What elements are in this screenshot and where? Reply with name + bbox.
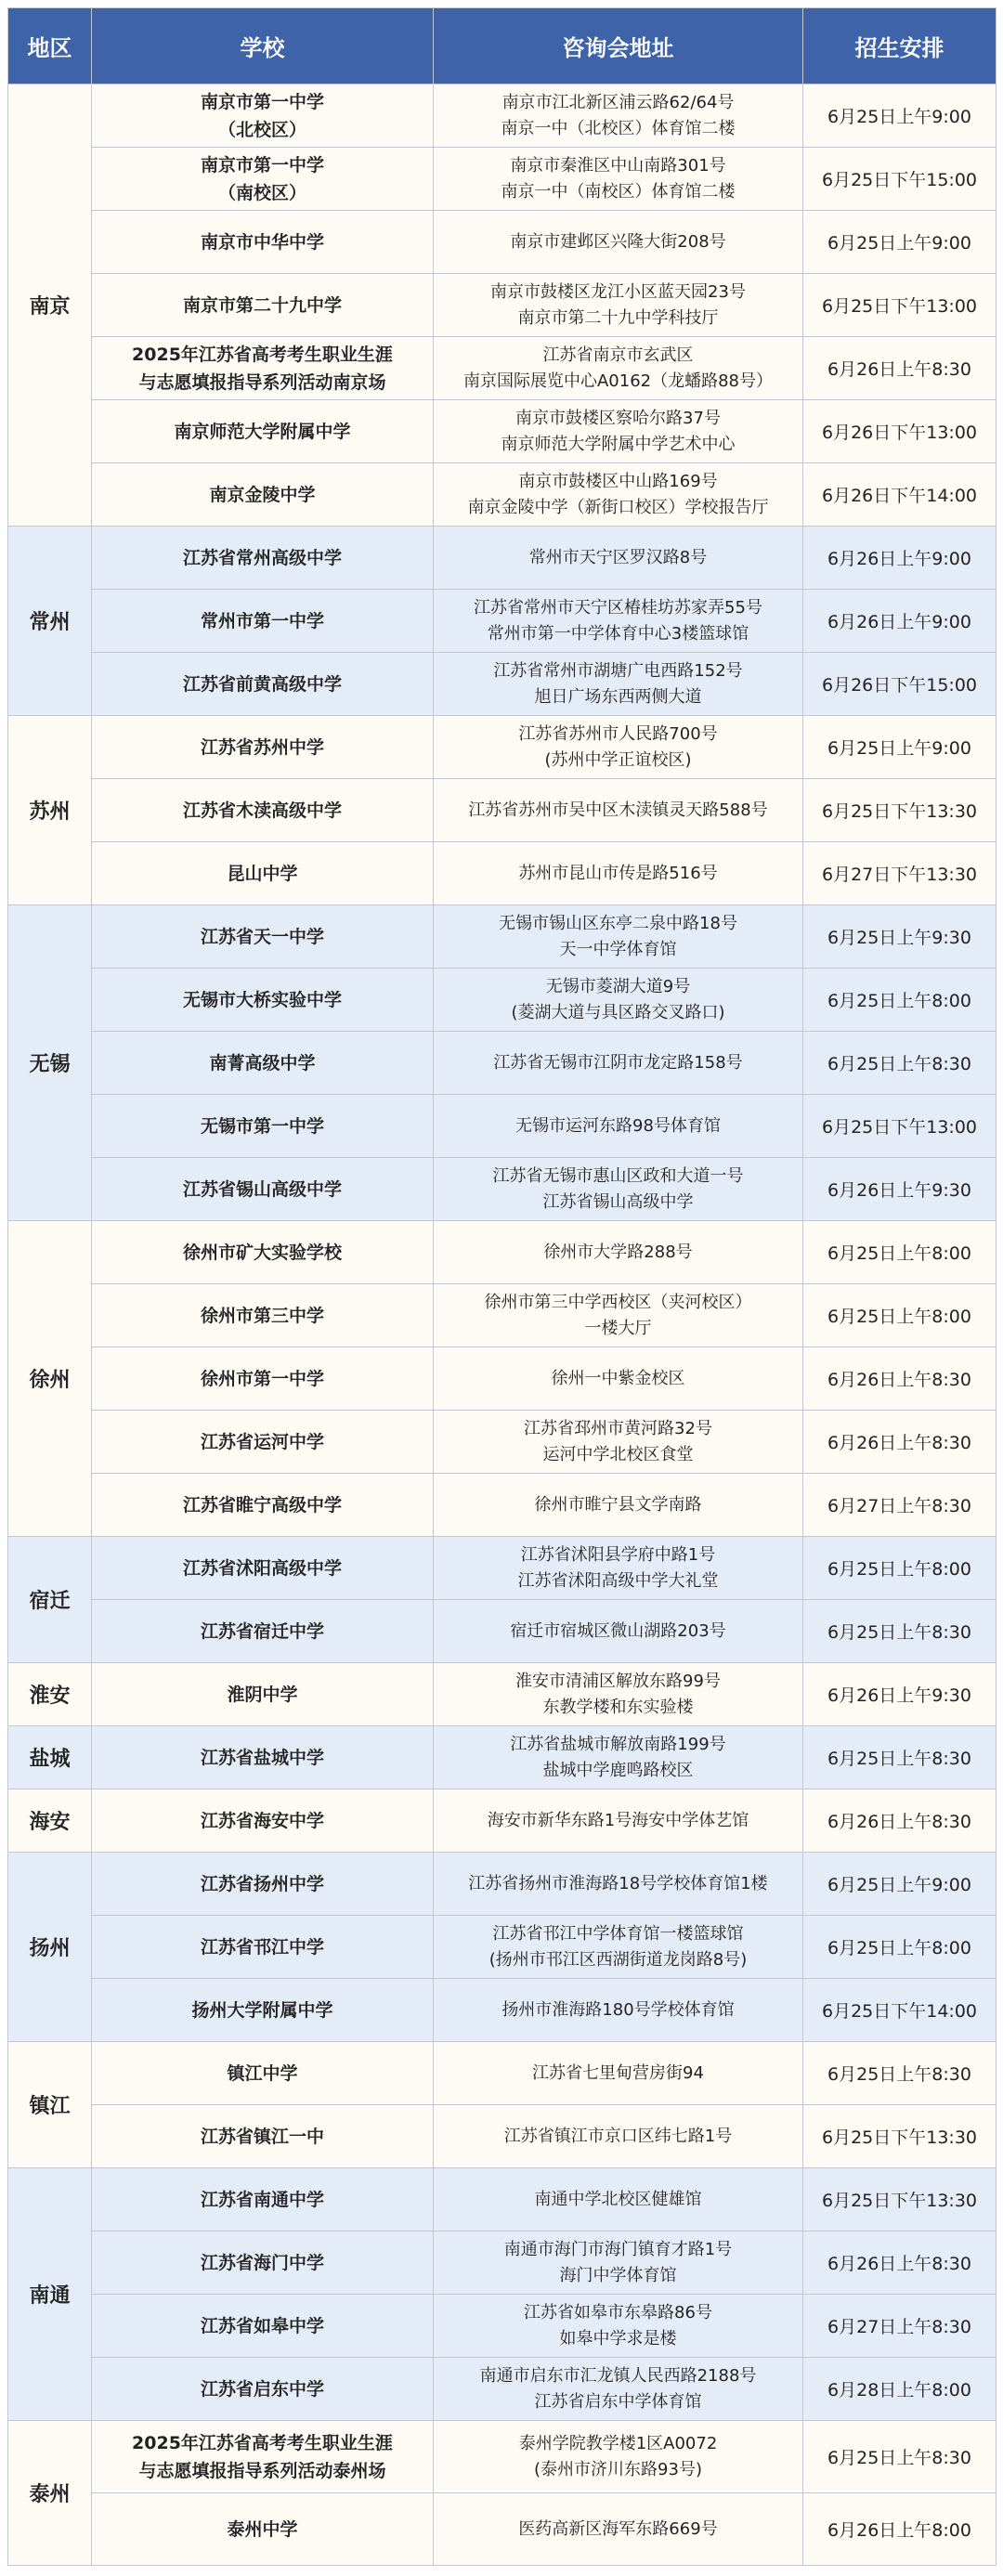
school-name-line: 南京市中华中学 [200, 231, 324, 253]
school-cell [92, 590, 434, 653]
address-cell [434, 2295, 803, 2358]
school-cell [92, 1411, 434, 1474]
address-line: 南京一中（南校区）体育馆二楼 [501, 181, 736, 202]
address-cell [434, 1537, 803, 1600]
school-cell [92, 211, 434, 274]
school-name-line: 江苏省沭阳高级中学 [182, 1557, 342, 1579]
schedule-time-cell: 6月26日下午15:00 [803, 653, 996, 716]
address-line: 南京市建邺区兴隆大街208号 [510, 231, 726, 252]
table-row [8, 2295, 996, 2358]
region-cell: 南京 [8, 85, 92, 527]
school-name-line: 江苏省宿迁中学 [200, 1620, 324, 1642]
address-cell [434, 85, 803, 148]
schedule-time-cell: 6月26日上午8:30 [803, 2231, 996, 2295]
address-line: 南通市海门市海门镇育才路1号 [503, 2239, 733, 2259]
school-name-line: 江苏省前黄高级中学 [182, 673, 342, 695]
school-cell [92, 1095, 434, 1158]
schedule-time-cell: 6月27日上午8:30 [803, 1474, 996, 1537]
school-name-line: 南京师范大学附属中学 [174, 421, 351, 442]
schedule-time-cell: 6月26日上午9:00 [803, 590, 996, 653]
school-name-line: 昆山中学 [227, 863, 298, 884]
address-line: 徐州市第三中学西校区（夹河校区） [484, 1292, 752, 1312]
address-line: (扬州市邗江区西湖街道龙岗路8号) [488, 1949, 748, 1970]
school-cell [92, 1032, 434, 1095]
address-line: 南京市鼓楼区察哈尔路37号 [515, 408, 721, 428]
school-cell [92, 842, 434, 905]
address-cell [434, 527, 803, 590]
table-row [8, 527, 996, 590]
address-cell [434, 1600, 803, 1663]
table-row [8, 716, 996, 779]
school-cell [92, 716, 434, 779]
school-name-line: 江苏省天一中学 [200, 926, 324, 947]
school-name-line: 江苏省南通中学 [200, 2189, 324, 2210]
schedule-time-cell: 6月25日上午9:30 [803, 905, 996, 969]
header-schedule: 招生安排 [803, 8, 996, 85]
address-cell [434, 1789, 803, 1853]
school-cell [92, 400, 434, 463]
table-row [8, 2231, 996, 2295]
school-name-line: 南京市第一中学 [200, 91, 324, 112]
address-line: 常州市天宁区罗汉路8号 [528, 547, 708, 567]
school-name-line: 江苏省海安中学 [200, 1810, 324, 1831]
address-line: 江苏省南京市玄武区 [542, 345, 694, 365]
address-line: 宿迁市宿城区微山湖路203号 [510, 1620, 726, 1641]
region-cell: 宿迁 [8, 1537, 92, 1663]
schedule-time-cell: 6月26日上午8:30 [803, 1347, 996, 1411]
schedule-table [7, 7, 996, 2566]
school-name-line: 江苏省如皋中学 [200, 2315, 324, 2336]
address-line: 泰州学院教学楼1区A0072 [518, 2433, 718, 2453]
address-line: 江苏省邗江中学体育馆一楼篮球馆 [492, 1923, 744, 1944]
table-row [8, 779, 996, 842]
schedule-time-cell: 6月26日上午8:30 [803, 1411, 996, 1474]
schedule-time-cell: 6月25日上午8:00 [803, 1284, 996, 1347]
table-row [8, 1726, 996, 1789]
school-name-line: 徐州市矿大实验学校 [182, 1242, 342, 1263]
address-line: 天一中学体育馆 [559, 939, 677, 959]
table-row [8, 1853, 996, 1916]
school-cell [92, 2231, 434, 2295]
school-cell [92, 653, 434, 716]
address-line: 南京一中（北校区）体育馆二楼 [501, 118, 736, 138]
schedule-time-cell: 6月26日上午8:30 [803, 337, 996, 400]
region-cell: 泰州 [8, 2421, 92, 2566]
address-line: 医药高新区海军东路669号 [518, 2518, 718, 2539]
address-line: 江苏省锡山高级中学 [542, 1191, 694, 1212]
address-line: 江苏省沭阳县学府中路1号 [520, 1544, 716, 1565]
schedule-time-cell: 6月26日下午13:00 [803, 400, 996, 463]
address-line: 东教学楼和东实验楼 [542, 1697, 694, 1717]
school-cell [92, 1979, 434, 2042]
region-cell: 淮安 [8, 1663, 92, 1726]
address-cell [434, 1853, 803, 1916]
table-row [8, 2493, 996, 2566]
address-cell [434, 1916, 803, 1979]
table-row [8, 1537, 996, 1600]
address-cell [434, 969, 803, 1032]
school-name-line: 徐州市第一中学 [200, 1368, 324, 1389]
address-cell [434, 1347, 803, 1411]
address-cell [434, 2493, 803, 2566]
school-cell [92, 2295, 434, 2358]
school-cell [92, 1221, 434, 1284]
table-row [8, 653, 996, 716]
school-cell [92, 2168, 434, 2231]
school-cell [92, 1853, 434, 1916]
address-line: 江苏省扬州市淮海路18号学校体育馆1楼 [468, 1873, 768, 1893]
table-row [8, 1095, 996, 1158]
table-row [8, 211, 996, 274]
table-row [8, 842, 996, 905]
address-line: 江苏省苏州市吴中区木渎镇灵天路588号 [468, 800, 768, 820]
address-cell [434, 2358, 803, 2421]
address-line: 江苏省如皋市东皋路86号 [524, 2302, 712, 2322]
schedule-time-cell: 6月26日下午14:00 [803, 463, 996, 527]
table-row [8, 1474, 996, 1537]
address-cell [434, 2231, 803, 2295]
school-name-line: 江苏省睢宁高级中学 [182, 1494, 342, 1516]
address-line: 常州市第一中学体育中心3楼篮球馆 [487, 623, 749, 644]
table-row [8, 274, 996, 337]
school-cell [92, 85, 434, 148]
address-cell [434, 1095, 803, 1158]
address-cell [434, 211, 803, 274]
school-name-line: 与志愿填报指导系列活动泰州场 [138, 2460, 386, 2481]
school-cell [92, 1663, 434, 1726]
table-row [8, 969, 996, 1032]
schedule-time-cell: 6月25日上午8:00 [803, 1916, 996, 1979]
schedule-time-cell: 6月26日上午8:00 [803, 2493, 996, 2566]
address-line: 江苏省邳州市黄河路32号 [524, 1418, 712, 1438]
school-cell [92, 2358, 434, 2421]
address-line: 运河中学北校区食堂 [542, 1444, 694, 1464]
address-line: 海安市新华东路1号海安中学体艺馆 [487, 1810, 749, 1830]
school-name-line: 南菁高级中学 [209, 1052, 316, 1073]
address-cell [434, 1284, 803, 1347]
address-line: 江苏省常州市湖塘广电西路152号 [493, 660, 743, 681]
school-cell [92, 905, 434, 969]
school-name-line: （北校区） [217, 119, 306, 140]
schedule-time-cell: 6月28日上午8:00 [803, 2358, 996, 2421]
address-line: 江苏省盐城市解放南路199号 [510, 1734, 726, 1754]
schedule-time-cell: 6月25日上午8:30 [803, 2421, 996, 2493]
schedule-time-cell: 6月25日上午8:30 [803, 1600, 996, 1663]
address-line: 江苏省七里甸营房街94 [532, 2062, 704, 2083]
school-name-line: 江苏省盐城中学 [200, 1747, 324, 1768]
address-line: 无锡市运河东路98号体育馆 [515, 1115, 721, 1136]
address-line: 苏州市昆山市传是路516号 [518, 863, 718, 883]
address-line: 江苏省镇江市京口区纬七路1号 [503, 2126, 733, 2146]
schedule-time-cell: 6月27日下午13:30 [803, 842, 996, 905]
schedule-time-cell: 6月25日上午8:00 [803, 1221, 996, 1284]
school-cell [92, 969, 434, 1032]
address-cell [434, 1474, 803, 1537]
address-line: (泰州市济川东路93号) [534, 2459, 702, 2479]
school-name-line: 江苏省扬州中学 [200, 1873, 324, 1894]
schedule-time-cell: 6月26日上午9:30 [803, 1158, 996, 1221]
address-cell [434, 148, 803, 211]
school-name-line: 镇江中学 [227, 2062, 298, 2084]
school-name-line: 南京金陵中学 [209, 484, 316, 505]
schedule-time-cell: 6月25日上午9:00 [803, 85, 996, 148]
address-cell [434, 2168, 803, 2231]
table-row [8, 1221, 996, 1284]
address-line: 江苏省启东中学体育馆 [534, 2391, 702, 2412]
table-row [8, 2168, 996, 2231]
table-row [8, 1347, 996, 1411]
school-name-line: 2025年江苏省高考考生职业生涯 [132, 344, 393, 365]
address-cell [434, 2105, 803, 2168]
school-name-line: 南京市第二十九中学 [182, 294, 342, 316]
region-cell: 常州 [8, 527, 92, 716]
school-cell [92, 2105, 434, 2168]
address-line: 南通中学北校区健雄馆 [534, 2189, 702, 2209]
address-line: 淮安市清浦区解放东路99号 [515, 1671, 721, 1691]
school-name-line: 泰州中学 [227, 2518, 298, 2540]
schedule-time-cell: 6月25日下午14:00 [803, 1979, 996, 2042]
address-cell [434, 1663, 803, 1726]
school-name-line: （南校区） [217, 182, 306, 203]
school-cell [92, 1916, 434, 1979]
region-cell: 镇江 [8, 2042, 92, 2168]
address-cell [434, 2421, 803, 2493]
schedule-time-cell: 6月26日上午9:30 [803, 1663, 996, 1726]
address-line: 一楼大厅 [584, 1318, 652, 1338]
school-name-line: 与志愿填报指导系列活动南京场 [138, 371, 386, 393]
school-cell [92, 1158, 434, 1221]
school-name-line: 徐州市第三中学 [200, 1305, 324, 1326]
schedule-time-cell: 6月25日上午8:30 [803, 1726, 996, 1789]
table-row [8, 2358, 996, 2421]
schedule-time-cell: 6月25日上午8:00 [803, 1537, 996, 1600]
schedule-time-cell: 6月25日上午9:00 [803, 211, 996, 274]
schedule-time-cell: 6月25日下午15:00 [803, 148, 996, 211]
address-line: 南京市江北新区浦云路62/64号 [502, 92, 735, 112]
address-line: 徐州一中紫金校区 [551, 1368, 685, 1388]
schedule-time-cell: 6月25日下午13:30 [803, 2105, 996, 2168]
schedule-time-cell: 6月26日上午9:00 [803, 527, 996, 590]
table-row [8, 1916, 996, 1979]
region-cell: 扬州 [8, 1853, 92, 2042]
table-row [8, 1284, 996, 1347]
table-row [8, 148, 996, 211]
school-cell [92, 148, 434, 211]
school-cell [92, 2421, 434, 2493]
region-cell: 南通 [8, 2168, 92, 2421]
address-cell [434, 590, 803, 653]
table-row [8, 337, 996, 400]
address-cell [434, 842, 803, 905]
school-name-line: 无锡市第一中学 [200, 1115, 324, 1137]
table-row [8, 1600, 996, 1663]
address-line: 旭日广场东西两侧大道 [534, 686, 702, 707]
school-name-line: 南京市第一中学 [200, 154, 324, 176]
school-cell [92, 274, 434, 337]
address-line: 南京国际展览中心A0162（龙蟠路88号） [462, 371, 774, 391]
address-line: 如皋中学求是楼 [559, 2328, 677, 2348]
school-cell [92, 2493, 434, 2566]
address-line: 南通市启东市汇龙镇人民西路2188号 [479, 2365, 757, 2386]
school-name-line: 江苏省木渎高级中学 [182, 800, 342, 821]
address-cell [434, 716, 803, 779]
header-row [8, 8, 996, 85]
table-row [8, 590, 996, 653]
schedule-time-cell: 6月27日上午8:30 [803, 2295, 996, 2358]
school-cell [92, 1789, 434, 1853]
header-address: 咨询会地址 [434, 8, 803, 85]
address-line: 徐州市大学路288号 [543, 1242, 693, 1262]
table-row [8, 1411, 996, 1474]
region-cell: 盐城 [8, 1726, 92, 1789]
address-cell [434, 274, 803, 337]
address-line: 南京金陵中学（新街口校区）学校报告厅 [467, 497, 769, 517]
schedule-time-cell: 6月25日上午8:30 [803, 1032, 996, 1095]
schedule-time-cell: 6月25日下午13:00 [803, 1095, 996, 1158]
school-name-line: 江苏省苏州中学 [200, 736, 324, 758]
address-cell [434, 653, 803, 716]
table-row [8, 1979, 996, 2042]
table-row [8, 1032, 996, 1095]
address-line: 江苏省沭阳高级中学大礼堂 [517, 1570, 719, 1591]
table-row [8, 1789, 996, 1853]
address-line: 无锡市锡山区东亭二泉中路18号 [499, 913, 737, 933]
address-line: (菱湖大道与具区路交叉路口) [511, 1002, 725, 1022]
address-cell [434, 1979, 803, 2042]
address-cell [434, 1411, 803, 1474]
table-row [8, 2421, 996, 2493]
header-region: 地区 [8, 8, 92, 85]
address-line: 南京市鼓楼区龙江小区蓝天园23号 [490, 281, 746, 302]
address-line: 江苏省苏州市人民路700号 [518, 723, 718, 744]
school-name-line: 江苏省常州高级中学 [182, 547, 342, 568]
school-name-line: 江苏省邗江中学 [200, 1936, 324, 1958]
schedule-time-cell: 6月26日上午8:30 [803, 1789, 996, 1853]
school-name-line: 常州市第一中学 [200, 610, 324, 631]
table-row [8, 905, 996, 969]
address-cell [434, 400, 803, 463]
table-row [8, 2042, 996, 2105]
school-cell [92, 527, 434, 590]
address-line: 江苏省常州市天宁区椿桂坊苏家弄55号 [474, 597, 762, 618]
address-line: (苏州中学正谊校区) [544, 749, 692, 770]
table-row [8, 463, 996, 527]
school-cell [92, 779, 434, 842]
address-cell [434, 905, 803, 969]
school-cell [92, 1347, 434, 1411]
school-name-line: 2025年江苏省高考考生职业生涯 [132, 2432, 393, 2453]
table-row [8, 2105, 996, 2168]
table-row [8, 85, 996, 148]
address-line: 南京市第二十九中学科技厅 [517, 307, 719, 328]
school-cell [92, 1537, 434, 1600]
school-name-line: 江苏省海门中学 [200, 2252, 324, 2273]
address-line: 无锡市菱湖大道9号 [545, 976, 691, 996]
school-cell [92, 1284, 434, 1347]
address-line: 南京市秦淮区中山南路301号 [510, 155, 726, 176]
region-cell: 海安 [8, 1789, 92, 1853]
school-cell [92, 1600, 434, 1663]
schedule-time-cell: 6月25日下午13:00 [803, 274, 996, 337]
address-cell [434, 779, 803, 842]
schedule-time-cell: 6月25日上午8:30 [803, 2042, 996, 2105]
schedule-time-cell: 6月25日上午9:00 [803, 1853, 996, 1916]
address-cell [434, 2042, 803, 2105]
schedule-time-cell: 6月25日上午8:00 [803, 969, 996, 1032]
school-name-line: 江苏省镇江一中 [200, 2126, 324, 2147]
address-line: 江苏省无锡市惠山区政和大道一号 [492, 1165, 744, 1186]
region-cell: 徐州 [8, 1221, 92, 1537]
region-cell: 无锡 [8, 905, 92, 1221]
address-line: 南京市鼓楼区中山路169号 [518, 471, 718, 491]
school-cell [92, 337, 434, 400]
address-line: 海门中学体育馆 [559, 2265, 677, 2285]
address-cell [434, 1221, 803, 1284]
header-school: 学校 [92, 8, 434, 85]
schedule-time-cell: 6月25日下午13:30 [803, 2168, 996, 2231]
address-line: 扬州市淮海路180号学校体育馆 [502, 1999, 735, 2020]
table-row [8, 1158, 996, 1221]
address-cell [434, 337, 803, 400]
region-cell: 苏州 [8, 716, 92, 905]
school-cell [92, 1474, 434, 1537]
table-row [8, 1663, 996, 1726]
school-cell [92, 463, 434, 527]
schedule-time-cell: 6月25日上午9:00 [803, 716, 996, 779]
school-name-line: 扬州大学附属中学 [191, 1999, 333, 2021]
schedule-time-cell: 6月25日下午13:30 [803, 779, 996, 842]
address-line: 徐州市睢宁县文学南路 [534, 1494, 702, 1515]
table-row [8, 400, 996, 463]
address-line: 南京师范大学附属中学艺术中心 [501, 434, 736, 454]
school-cell [92, 1726, 434, 1789]
address-line: 盐城中学鹿鸣路校区 [542, 1760, 694, 1780]
address-cell [434, 1726, 803, 1789]
school-name-line: 江苏省锡山高级中学 [182, 1178, 342, 1200]
school-name-line: 淮阴中学 [227, 1684, 298, 1705]
address-cell [434, 1158, 803, 1221]
address-line: 江苏省无锡市江阴市龙定路158号 [493, 1052, 743, 1073]
school-name-line: 江苏省运河中学 [200, 1431, 324, 1452]
table-body [8, 85, 996, 2566]
address-cell [434, 463, 803, 527]
address-cell [434, 1032, 803, 1095]
school-name-line: 江苏省启东中学 [200, 2378, 324, 2400]
school-name-line: 无锡市大桥实验中学 [182, 989, 342, 1010]
school-cell [92, 2042, 434, 2105]
